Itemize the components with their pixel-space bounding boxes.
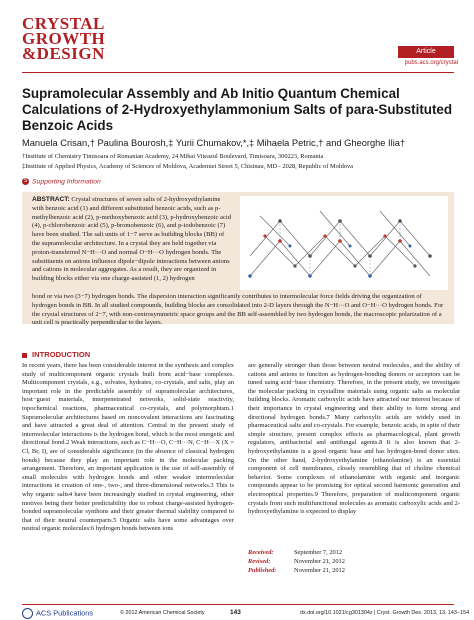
crystal-packing-illustration <box>240 196 448 290</box>
section-marker-icon <box>22 353 27 358</box>
copyright-notice: © 2012 American Chemical Society <box>120 610 205 616</box>
logo-line-1: CRYSTAL <box>22 14 105 33</box>
article-title: Supramolecular Assembly and Ab Initio Quantum Chemical Calculations of 2-Hydroxyethylammonium Salts of para-Substituted Benzoic Acids <box>22 86 453 133</box>
author-list: Manuela Crisan,† Paulina Bourosh,‡ Yurii Chumakov,*,‡ Mihaela Petric,† and Gheorghe Ilia† <box>22 138 406 148</box>
abstract-text-wide: bond or via two (3−7) hydrogen bonds. The dispersion interaction significantly contributes to intermolecular force fields driving the organization of hydrogen bonds in BB. In all studied compounds, building blocks are consolidated into 2-D layers through the N−H···O and O−H···O hydrogen bonds. For the crystal structures of 2−7, with non-centrosymmetric space groups and the BB self-assembled by two hydrogen bonds, the macroscopic polarization of a unit cell is practically perpendicular to the layers. <box>32 293 444 327</box>
footer-rule <box>22 604 454 605</box>
journal-logo <box>22 16 262 61</box>
doi-citation-link[interactable]: dx.doi.org/10.1021/cg301304z | Cryst. Growth Des. 2013, 13, 143−154 <box>300 610 470 616</box>
date-published: Published: November 21, 2012 <box>248 566 345 574</box>
acs-publications-logo[interactable] <box>22 608 93 619</box>
supporting-info-label: Supporting Information <box>32 178 101 186</box>
page-number: 143 <box>230 609 241 616</box>
logo-line-2: GROWTH <box>22 29 106 48</box>
info-icon: S <box>23 178 28 184</box>
acs-globe-icon <box>22 608 33 619</box>
abstract-label: ABSTRACT: <box>32 196 70 203</box>
affiliation-1: †Institute of Chemistry Timisoara of Romanian Academy, 24 Mihai Viteazul Boulevard, Timisoara, 300223, Romania <box>22 153 324 160</box>
supporting-info-link[interactable] <box>22 178 101 185</box>
intro-left-column: In recent years, there has been considerable interest in the synthesis and complex study of multicomponent organic crystals built from acid−base complexes. Multicomponent crystals, e.g., solvates, hydrates, co-crystals, and salts, play an important role in the predictable assembly of supramolecular architectures, host−guest materials, interpenetrated networks, solid-state reactivity, topochemical reactions, pharmaceutical co-crystals, and polymorphism.1 Supramolecular architectures based on noncovalent interactions are fascinating and have attracted a great deal of attention. Central in the present study of intermolecular interactions is the hydrogen bond, which is the most energetic and directional bond.2 Weak interactions, such as C−H···O, C−H···N, C−H···X (X = Cl, Br, I), are of considerable significance (in the absence of classical hydrogen bonds) because they play an important role in the molecular packing arrangement. Therefore, an important application is the use of self-assembly of small molecules with hydrogen bonds and other weaker intermolecular interactions in creation of one-, two-, and three-dimensional networks.3 This is why organic salts4 have been increasingly studied in crystal engineering, other motives being their better predictability due to robust charge-assisted hydrogen-bonded supramolecular synthons and their greater thermal stability compared to that of their neutral counterparts.5 Organic salts have some advantages over neutral organic molecules:6 hydrogen bonds between ions <box>22 362 234 533</box>
date-received: Received: September 7, 2012 <box>248 549 343 556</box>
article-type-badge: Article <box>398 46 454 58</box>
logo-line-3: &DESIGN <box>22 44 105 63</box>
publisher-name: ACS Publications <box>36 608 94 618</box>
abstract-text-narrow <box>32 196 232 284</box>
header-rule <box>22 72 454 73</box>
abstract-body-narrow: Crystal structures of seven salts of 2-hydroxyethylamine with benzoic acid (1) and different substituted benzoic acids, such as p-methylbenzoic acid (2), p-methoxybenzoic acid (3), p-hydroxybenzoic acid (4), p-chlorobenzoic acid (5), p-bromobenzoic (6), and p-iodobenzoic (7) have been studied. The salt units of 1−7 serve as building blocks (BB) of the supramolecular architecture. In a crystal they are held together via proton-transferred N−H···O and normal O−H···O hydrogen bonds. The substituents on anions influence dipole−dipole interactions between anions and cations in molecular aggregates. As a result, they are organized in building blocks either via one charge-assisted (1, 2) hydrogen <box>32 196 232 283</box>
date-revised: Revised: November 21, 2012 <box>248 557 345 565</box>
introduction-heading <box>22 350 90 359</box>
introduction-heading-text: INTRODUCTION <box>32 350 91 359</box>
journal-url-link[interactable]: pubs.acs.org/crystal <box>404 60 458 66</box>
publication-dates <box>248 549 458 575</box>
toc-graphic <box>240 196 448 290</box>
intro-right-column: are generally stronger than those between neutral molecules, and the ability of cations and anions to function as hydrogen-bonding donors or acceptors can be tuned using acid−base chemistry. Therefore, in the present study, we investigate the molecular packing in crystalline materials using organic salts as molecular building blocks. Aromatic carboxylic acids have attracted our interest because of their importance in crystal engineering and their ability to form strong and directional hydrogen bonds.7 Many carboxylic acids are widely used in pharmaceutical salts and co-crystals. For example, benzoic acids, in spite of their simple structure, present complex effects as pharmacological, plant growth regulators, antibacterial and antifungal agents.8 It is also known that 2-hydroxyethylamine is a good organic base and has hydrogen-bond donor sites. On the other hand, 2-hydroxyethylamine (ethanolamine) is an essential component of cell membranes, closely resembling that of choline chemical behavior. Some complexes of ethanolamine with organic and inorganic compounds appear to be promising for optical second harmonic generation and electrooptical properties.9 Therefore, preparation of multicomponent organic crystals from such multifunctional molecules as aromatic carboxylic acids and 2-hydroxyethylamine is expected to display <box>248 362 460 516</box>
affiliation-2: ‡Institute of Applied Physics, Academy of Sciences of Moldova, Academiei Street 5, Chisinau, MD - 2028, Republic of Moldova <box>22 163 354 170</box>
